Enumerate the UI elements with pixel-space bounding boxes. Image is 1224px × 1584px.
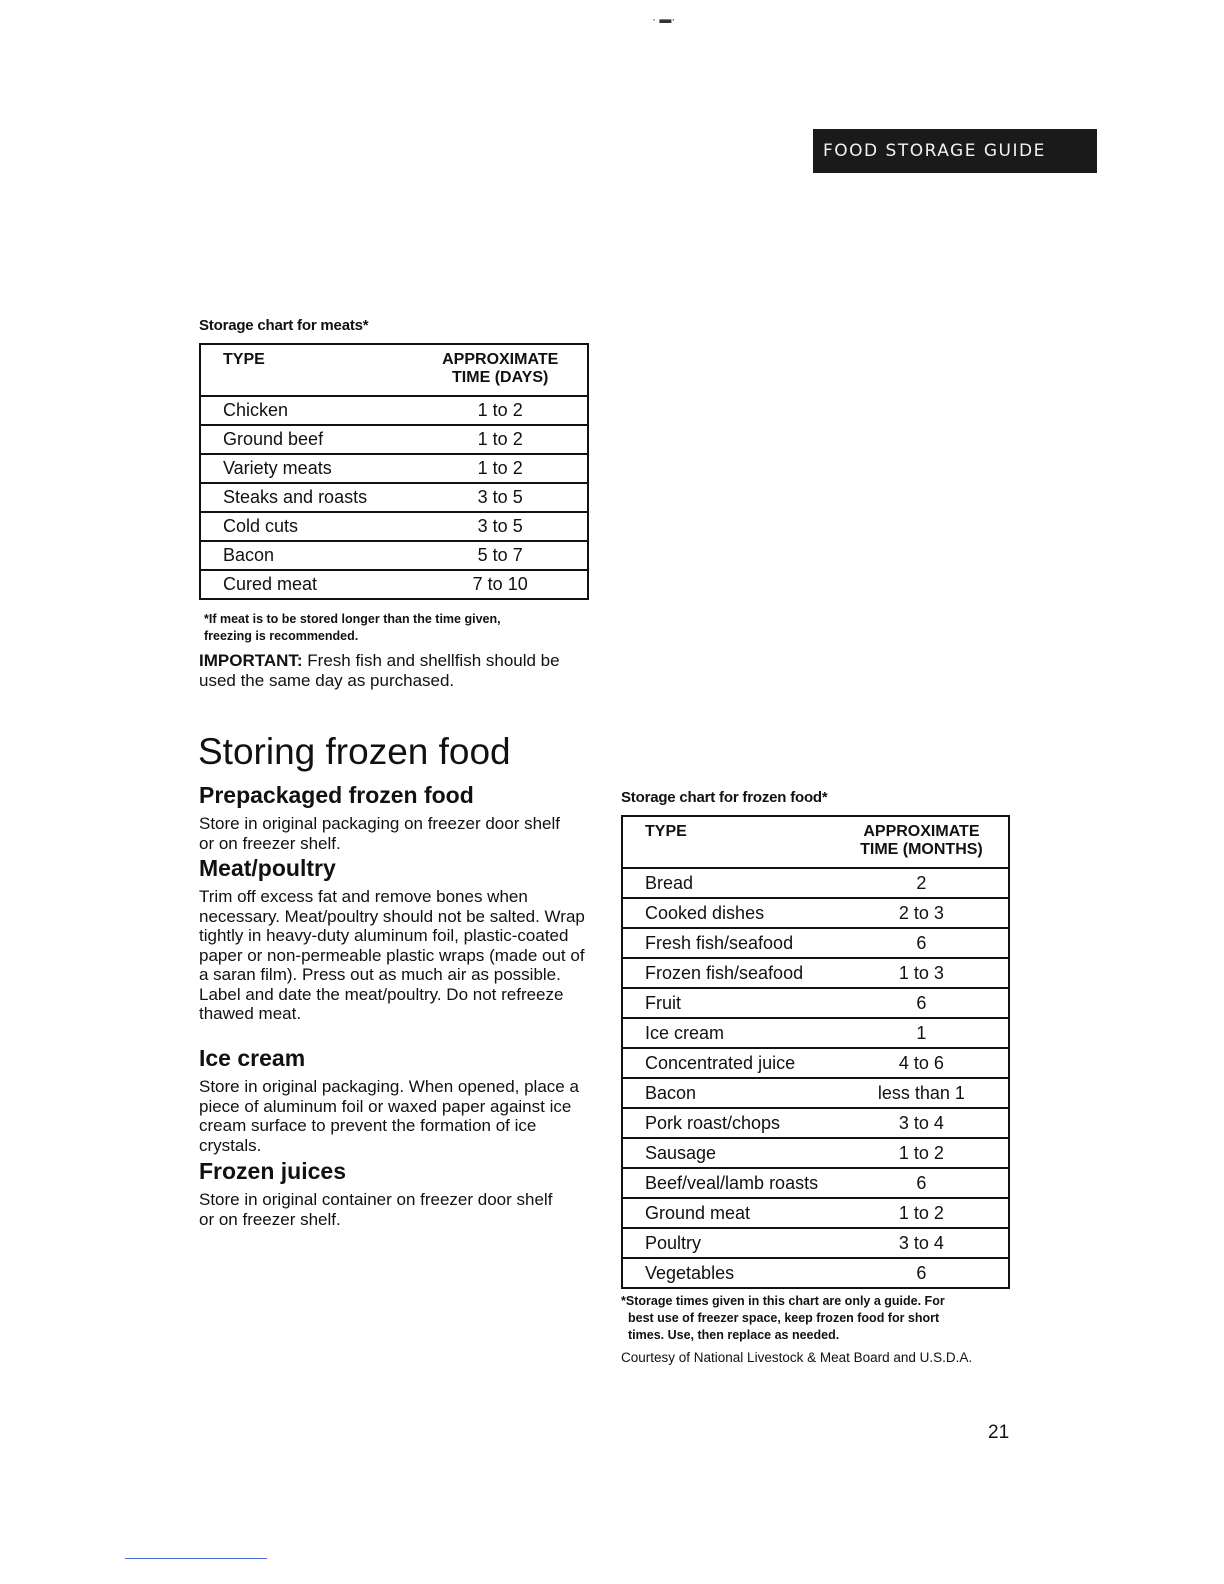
meats-chart-caption: Storage chart for meats* [199, 317, 369, 334]
cell-time: 1 to 2 [835, 1198, 1009, 1228]
cell-type: Vegetables [645, 1262, 735, 1283]
paragraph-prepackaged: Store in original packaging on freezer door shelf or on freezer shelf. [199, 814, 560, 853]
top-mark: · ▬· [652, 12, 676, 26]
important-label: IMPORTANT: [199, 651, 303, 670]
frozen-chart-caption: Storage chart for frozen food* [621, 789, 828, 806]
table-row [622, 1048, 1009, 1078]
frozen-footnote [621, 1293, 945, 1344]
meats-footnote [204, 611, 501, 645]
cell-type: Variety meats [200, 454, 413, 483]
cell-type: Cold cuts [200, 512, 413, 541]
section-header-bar [813, 129, 1097, 173]
cell-type: Concentrated juice [622, 1048, 835, 1078]
cell-type: Pork roast/chops [622, 1108, 835, 1138]
table-row [622, 1168, 1009, 1198]
table-header-row [622, 816, 1009, 868]
cell-time: 6 [835, 1168, 1009, 1198]
cell-time: 3 to 4 [835, 1228, 1009, 1258]
cell-type: Ground meat [622, 1198, 835, 1228]
table-row [622, 1228, 1009, 1258]
cell-time: 1 to 3 [835, 958, 1009, 988]
cell-type: Cured meat [223, 574, 318, 594]
cell-time: 6 [916, 1262, 927, 1283]
subheading-frozen-juices: Frozen juices [199, 1158, 346, 1184]
cell-type: Bread [622, 868, 835, 898]
cell-time: 3 to 5 [413, 512, 588, 541]
meats-footnote-line2: freezing is recommended. [204, 629, 359, 643]
cell-type: Fresh fish/seafood [622, 928, 835, 958]
cell-time: 3 to 5 [413, 483, 588, 512]
table-row [622, 1078, 1009, 1108]
cell-time: 7 to 10 [472, 574, 528, 594]
cell-type: Beef/veal/lamb roasts [622, 1168, 835, 1198]
cell-type: Steaks and roasts [200, 483, 413, 512]
cell-time: 6 [835, 928, 1009, 958]
cell-type: Frozen fish/seafood [622, 958, 835, 988]
col-header-time-line2: TIME (MONTHS) [860, 841, 983, 858]
table-row [622, 928, 1009, 958]
table-row [622, 868, 1009, 898]
cell-type: Chicken [200, 396, 413, 425]
cell-time: 1 to 2 [413, 425, 588, 454]
table-row [622, 988, 1009, 1018]
col-header-type: TYPE [622, 816, 835, 868]
meats-table-body [200, 396, 588, 599]
paragraph-ice-cream: Store in original packaging. When opened, place a piece of aluminum foil or waxed paper against ice cream surface to prevent the formation of ice crystals. [199, 1077, 579, 1155]
cell-time: 4 to 6 [835, 1048, 1009, 1078]
section-title: Storing frozen food [198, 731, 511, 772]
cell-time: 2 to 3 [835, 898, 1009, 928]
table-row [200, 396, 588, 425]
frozen-footnote-line3: times. Use, then replace as needed. [628, 1328, 840, 1342]
table-row [200, 454, 588, 483]
cell-time: 1 to 2 [413, 396, 588, 425]
cell-time: 1 to 2 [835, 1138, 1009, 1168]
frozen-footnote-line2: best use of freezer space, keep frozen food for short [628, 1311, 940, 1325]
cell-type: Poultry [622, 1228, 835, 1258]
col-header-time-line1: APPROXIMATE [863, 823, 980, 840]
frozen-table-body [622, 868, 1009, 1288]
cell-type: Cooked dishes [622, 898, 835, 928]
cell-type: Sausage [622, 1138, 835, 1168]
cell-time: 2 [835, 868, 1009, 898]
table-header-row [200, 344, 588, 396]
table-row [622, 1198, 1009, 1228]
subheading-meat-poultry: Meat/poultry [199, 855, 336, 881]
table-row [622, 958, 1009, 988]
col-header-type: TYPE [200, 344, 413, 396]
table-row [622, 1018, 1009, 1048]
cell-time: 6 [835, 988, 1009, 1018]
cell-time: 3 to 4 [835, 1108, 1009, 1138]
cell-type: Ice cream [622, 1018, 835, 1048]
frozen-footnote-line1: *Storage times given in this chart are only a guide. For [621, 1294, 945, 1308]
meats-storage-table [199, 343, 589, 600]
table-row [622, 898, 1009, 928]
table-row [200, 483, 588, 512]
cell-type: Bacon [622, 1078, 835, 1108]
cell-time: 1 [835, 1018, 1009, 1048]
section-label: FOOD STORAGE GUIDE [823, 141, 1046, 161]
important-text: Fresh fish and shellfish should be used the same day as purchased. [199, 651, 560, 690]
cell-type: Bacon [200, 541, 413, 570]
cell-time: 5 to 7 [413, 541, 588, 570]
col-header-time [413, 344, 588, 396]
page-number: 21 [988, 1422, 1010, 1443]
cell-time: less than 1 [835, 1078, 1009, 1108]
table-row [200, 425, 588, 454]
table-row [622, 1108, 1009, 1138]
courtesy-note: Courtesy of National Livestock & Meat Board and U.S.D.A. [621, 1350, 973, 1365]
cell-time: 1 to 2 [413, 454, 588, 483]
col-header-time [835, 816, 1009, 868]
meats-footnote-line1: *If meat is to be stored longer than the time given, [204, 612, 501, 626]
paragraph-frozen-juices: Store in original container on freezer door shelf or on freezer shelf. [199, 1190, 553, 1229]
cell-type: Fruit [622, 988, 835, 1018]
frozen-storage-table [621, 815, 1010, 1289]
subheading-prepackaged: Prepackaged frozen food [199, 782, 474, 808]
table-row [200, 512, 588, 541]
table-row [200, 541, 588, 570]
paragraph-meat-poultry: Trim off excess fat and remove bones when necessary. Meat/poultry should not be salted. Wrap tightly in heavy-duty aluminum foil, plastic-coated paper or non-permeable plastic wraps (made out of a saran film). Press out as much air as possible. Label and date the meat/poultry. Do not refreeze thawed meat. [199, 887, 585, 1023]
col-header-time-line2: TIME (DAYS) [452, 369, 549, 386]
bottom-rule [125, 1558, 267, 1559]
cell-type: Ground beef [200, 425, 413, 454]
col-header-time-line1: APPROXIMATE [442, 351, 559, 368]
table-row [622, 1258, 1009, 1288]
table-row [200, 570, 588, 599]
subheading-ice-cream: Ice cream [199, 1045, 306, 1071]
important-note [199, 651, 599, 691]
table-row [622, 1138, 1009, 1168]
